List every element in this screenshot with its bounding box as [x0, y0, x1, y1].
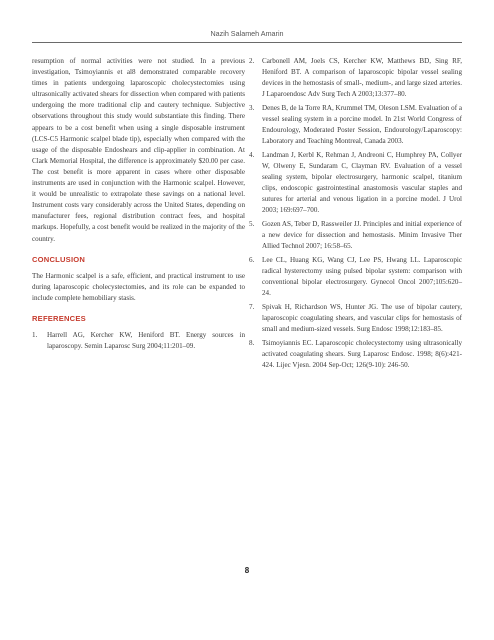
- reference-text: Harrell AG, Kercher KW, Heniford BT. Energy sources in laparoscopy. Semin Laparosc Surg 2004;11:201–09.: [47, 331, 245, 351]
- reference-number: 3.: [249, 103, 255, 112]
- reference-text: Gozen AS, Teber D, Rassweiler JJ. Principles and initial experience of a new device for dissection and hemostasis. Minim Invasive Ther Allied Technol 2007; 16:58–65.: [262, 220, 462, 251]
- reference-number: 7.: [249, 302, 255, 311]
- reference-item: [249, 255, 462, 299]
- body-paragraph: resumption of normal activities were not studied. In a previous investigation, Tsimoyiannis et al8 demonstrated comparable recovery times in patients undergoing laparoscopic cholecystectomies using ultrasonically activated shears for dissection when compared with patients undergoing the more traditional clip and cautery technique. Subjective observations throughout this study would substantiate this finding. There appears to be a cost benefit when using a single disposable instrument (LCS-C5 Harmonic scalpel blade tip), especially when compared with the usage of the disposable Endoshears and clip-applier in combination. At Clark Memorial Hospital, the difference is approximately $20.00 per case. The cost benefit is more apparent in cases where other disposable instruments are used in conjunction with the Harmonic scalpel. However, it would be unrealistic to extrapolate these savings on a national level. Instrument costs vary considerably across the United States, depending on manufacturer fees, regional distribution contract fees, and hospital markups. Hopefully, a cost benefit would be realized in the majority of the country.: [32, 57, 245, 243]
- reference-text: Denes B, de la Torre RA, Krummel TM, Oleson LSM. Evaluation of a vessel sealing system in a porcine model. In 21st World Congress of Endourology, Moderated Poster Session, Endourology/Laparoscopy: Laboratory and Teaching Montreal, Canada 2003.: [262, 103, 462, 146]
- reference-text: Lee CL, Huang KG, Wang CJ, Lee PS, Hwang LL. Laparoscopic radical hysterectomy using pulsed bipolar system: comparison with conventional bipolar electrosurgery. Gynecol Oncol 2007;105:620–24.: [262, 255, 462, 298]
- reference-number: 4.: [249, 150, 255, 159]
- reference-number: 5.: [249, 220, 255, 229]
- references-heading: REFERENCES: [32, 313, 86, 323]
- reference-number: 1.: [32, 331, 38, 340]
- reference-number: 8.: [249, 338, 255, 347]
- conclusion-heading: CONCLUSION: [32, 254, 86, 264]
- reference-item: [249, 302, 462, 335]
- reference-item: [249, 150, 462, 217]
- reference-item: [249, 56, 462, 100]
- reference-list-left: [32, 330, 245, 352]
- page-number: 8: [244, 566, 250, 575]
- reference-item: [249, 103, 462, 147]
- reference-text: Carbonell AM, Joels CS, Kercher KW, Matthews BD, Sing RF, Heniford BT. A comparison of laparoscopic bipolar vessel sealing devices in the hemostasis of small-, medium-, and large sized arteries. J Laparoendosc Adv Surg Tech A 2003;13:377–80.: [262, 57, 462, 99]
- reference-item: [249, 219, 462, 252]
- right-column: [249, 56, 462, 374]
- reference-number: 2.: [249, 57, 255, 65]
- reference-list-right: [249, 56, 462, 371]
- reference-text: Tsimoyiannis EC. Laparoscopic cholecystectomy using ultrasonically activated coagulating shears. Surg Laparosc Endosc. 1998; 8(6):421-424. Lijec Vjesn. 2004 Sep-Oct; 126(9-10): 246-50.: [262, 338, 462, 369]
- reference-item: [32, 330, 245, 352]
- reference-item: [249, 338, 462, 371]
- reference-number: 6.: [249, 255, 255, 264]
- reference-text: Landman J, Kerbl K, Rehman J, Andreoni C, Humphrey PA, Collyer W, Olweny E, Sundaram C, Clayman RV. Evaluation of a vessel sealing system, bipolar electrosurgery, harmonic scalpel, titanium clips, endoscopic gastrointestinal anastomosis vascular staples and sutures for arterial and venous ligation in a porcine model. J Urol 2003; 169:697–700.: [262, 150, 462, 215]
- left-column: [32, 56, 245, 355]
- header-divider: [32, 42, 462, 43]
- reference-text: Spivak H, Richardson WS, Hunter JG. The use of bipolar cautery, laparoscopic coagulating shears, and vascular clips for hemostasis of small and medium-sized vessels. Surg Endosc 1998;12:183–85.: [262, 302, 462, 334]
- running-header: Nazih Salameh Amarin: [210, 29, 284, 38]
- conclusion-text: The Harmonic scalpel is a safe, efficient, and practical instrument to use during laparoscopic cholecystectomies, and its role can be expanded to include complete hemobiliary stasis.: [32, 271, 245, 302]
